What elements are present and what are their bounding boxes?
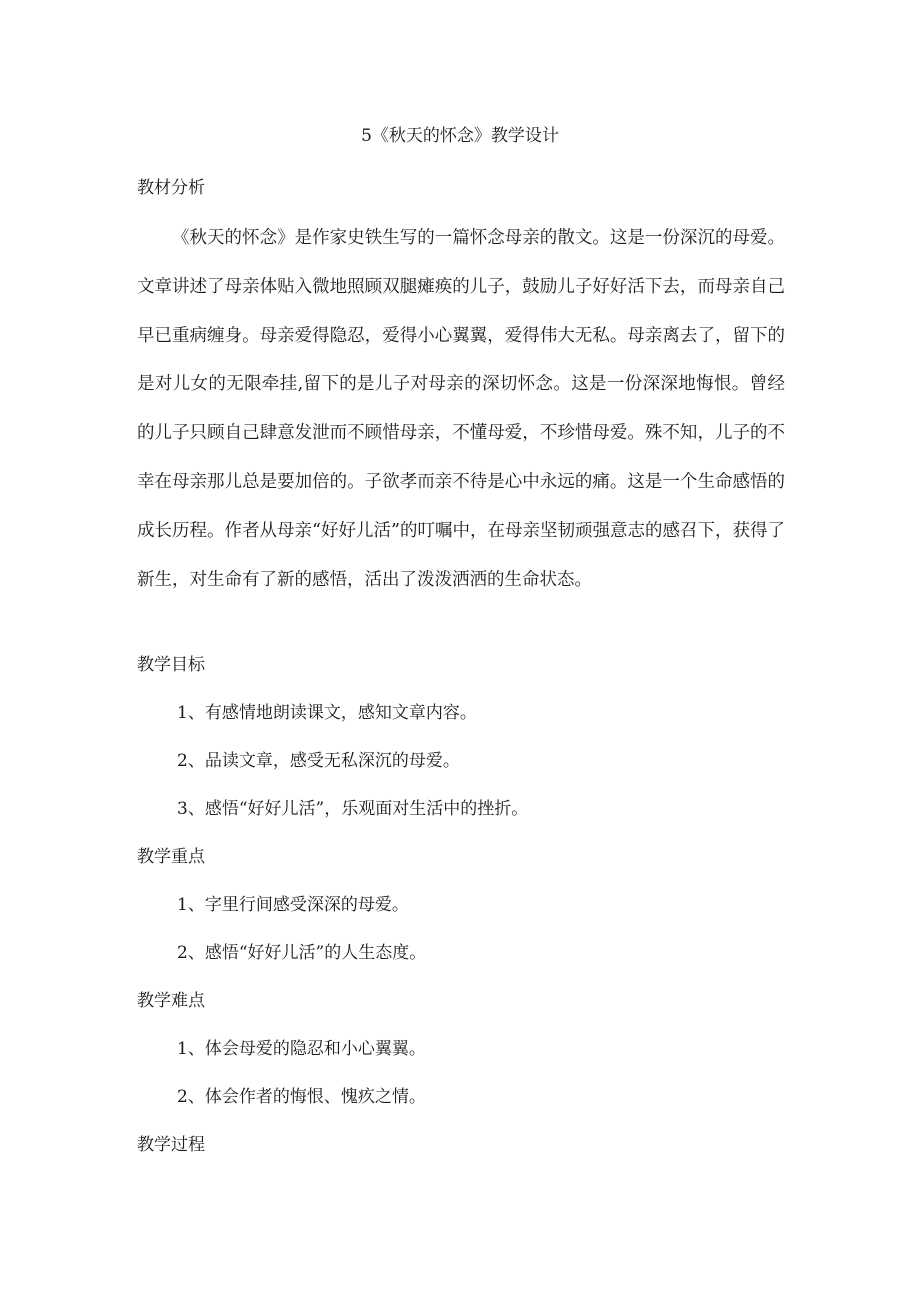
objective-item-3: 3、感悟“好好儿活”，乐观面对生活中的挫折。 [177, 799, 529, 819]
key-point-item-1: 1、字里行间感受深深的母爱。 [177, 895, 409, 915]
heading-difficulties: 教学难点 [137, 991, 205, 1011]
heading-analysis: 教材分析 [137, 178, 205, 198]
heading-process: 教学过程 [137, 1135, 205, 1155]
key-point-item-2: 2、感悟“好好儿活”的人生态度。 [177, 943, 427, 963]
objective-item-1: 1、有感情地朗读课文，感知文章内容。 [177, 703, 477, 723]
heading-objectives: 教学目标 [137, 655, 205, 675]
objective-item-2: 2、品读文章，感受无私深沉的母爱。 [177, 751, 460, 771]
heading-key-points: 教学重点 [137, 847, 205, 867]
difficulty-item-1: 1、体会母爱的隐忍和小心翼翼。 [177, 1039, 426, 1059]
document-title: 5《秋天的怀念》教学设计 [361, 126, 559, 146]
difficulty-item-2: 2、体会作者的悔恨、愧疚之情。 [177, 1087, 426, 1107]
analysis-paragraph: 《秋天的怀念》是作家史铁生写的一篇怀念母亲的散文。这是一份深沉的母爱。文章讲述了母亲体贴入微地照顾双腿瘫痪的儿子，鼓励儿子好好活下去，而母亲自己早已重病缠身。母亲爱得隐忍，爱得小心翼翼，爱得伟大无私。母亲离去了，留下的是对儿女的无限牵挂,留下的是儿子对母亲的深切怀念。这是一份深深地悔恨。曾经的儿子只顾自己肆意发泄而不顾惜母亲，不懂母爱，不珍惜母爱。殊不知，儿子的不幸在母亲那儿总是要加倍的。子欲孝而亲不待是心中永远的痛。这是一个生命感悟的成长历程。作者从母亲“好好儿活”的叮嘱中，在母亲坚韧顽强意志的感召下，获得了新生，对生命有了新的感悟，活出了泼泼洒洒的生命状态。 [137, 228, 785, 590]
